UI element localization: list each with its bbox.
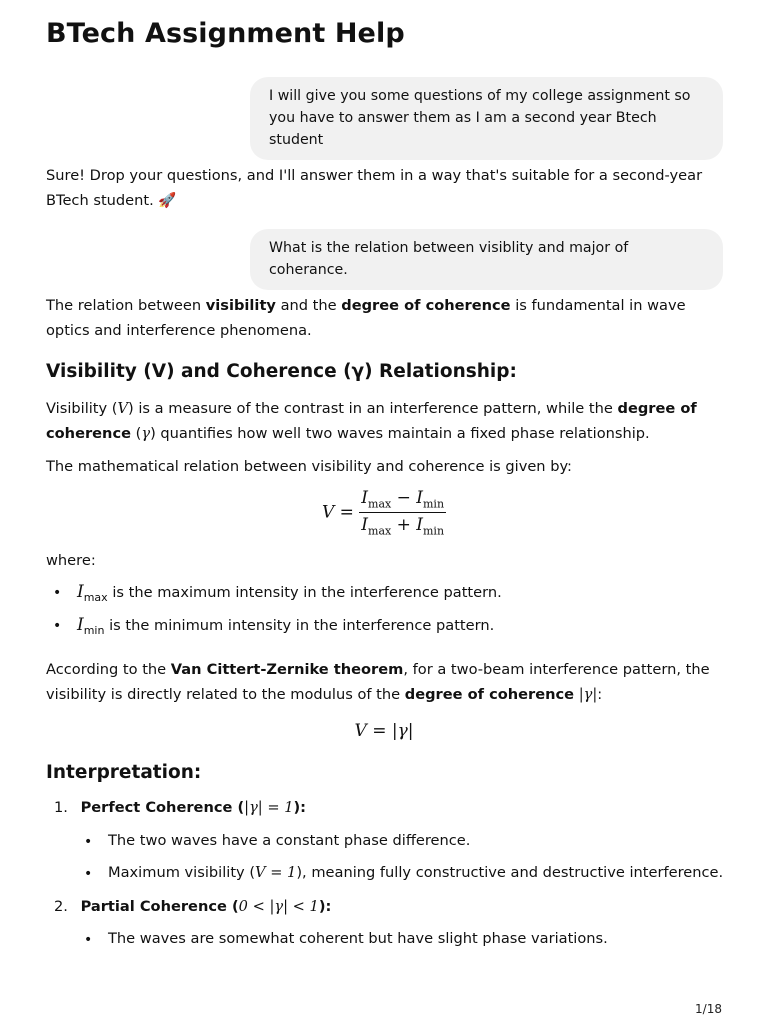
- text-span: Maximum visibility (: [108, 864, 256, 881]
- text-span: :: [597, 686, 603, 703]
- item-label: Perfect Coherence: [80, 799, 233, 816]
- subscript: min: [423, 524, 445, 538]
- text-span: and the: [275, 297, 342, 314]
- math-symbol: I: [77, 615, 84, 635]
- subscript: max: [83, 590, 108, 604]
- bullet-dot: •: [84, 834, 93, 850]
- text-span: (: [131, 425, 142, 442]
- math-condition: 0 < |γ| < 1: [238, 898, 319, 915]
- assistant-message-text: Sure! Drop your questions, and I'll answer them in a way that's suitable for a second-year BTech student. 🚀: [46, 167, 703, 209]
- sub-list-item: [108, 927, 608, 951]
- subscript: min: [423, 497, 445, 511]
- subscript: min: [83, 623, 105, 637]
- user-message-text: I will give you some questions of my college assignment so you have to answer them as I am a second year Btech student: [269, 88, 691, 148]
- page-title: BTech Assignment Help: [46, 18, 405, 49]
- page-indicator: 1/18: [695, 1002, 722, 1016]
- theorem-paragraph: [46, 657, 722, 707]
- bold-term: Van Cittert-Zernike theorem: [170, 661, 404, 678]
- numbered-item: 2. Partial Coherence (0 < |γ| < 1):: [54, 898, 332, 915]
- bullet-dot: •: [53, 618, 62, 634]
- definition-paragraph: [46, 396, 722, 446]
- section-heading: Interpretation:: [46, 762, 202, 783]
- list-item-text: The waves are somewhat coherent but have slight phase variations.: [108, 930, 608, 947]
- text-span: is fundamental in wave optics and interference phenomena.: [46, 297, 686, 339]
- math-condition: |γ| = 1: [244, 799, 294, 816]
- math-symbol: V: [117, 400, 129, 417]
- math-symbol: γ: [141, 425, 151, 442]
- section-heading: Visibility (V) and Coherence (γ) Relationship:: [46, 361, 517, 382]
- math-symbol: V = 1: [255, 864, 297, 881]
- math-symbol: I: [416, 488, 423, 508]
- text-span: ) is a measure of the contrast in an interference pattern, while the: [128, 400, 618, 417]
- text-span: The relation between: [46, 297, 206, 314]
- user-message-bubble: [250, 229, 723, 290]
- visibility-equation: [0, 488, 768, 538]
- user-message-bubble: [250, 77, 723, 160]
- bold-term: degree of coherence: [341, 297, 511, 314]
- operator: −: [391, 488, 417, 508]
- math-symbol: I: [77, 582, 84, 602]
- bullet-dot: •: [84, 866, 93, 882]
- list-item: [77, 580, 502, 610]
- list-item-text: The two waves have a constant phase difference.: [108, 832, 471, 849]
- subscript: max: [368, 497, 392, 511]
- subscript: max: [368, 524, 392, 538]
- text-span: , for a two-beam interference pattern, the visibility is directly related to the modulus of the: [46, 661, 710, 703]
- list-item-text: is the maximum intensity in the interference pattern.: [107, 584, 502, 601]
- bold-term: visibility: [205, 297, 276, 314]
- assistant-message: [46, 163, 722, 213]
- text-span: Visibility (: [46, 400, 118, 417]
- operator: +: [391, 515, 417, 536]
- bullet-dot: •: [53, 585, 62, 601]
- user-message-text: What is the relation between visiblity and major of coherance.: [269, 240, 629, 278]
- item-label: Partial Coherence: [80, 898, 227, 915]
- text-span: ), meaning fully constructive and destructive interference.: [296, 864, 724, 881]
- sub-list-item: [108, 861, 723, 885]
- fraction: [359, 488, 446, 538]
- bold-term: degree of coherence: [404, 686, 575, 703]
- bullet-dot: •: [84, 932, 93, 948]
- bold-term: degree of coherence: [46, 400, 697, 442]
- equation-lhs: V =: [321, 502, 354, 523]
- equation-text: V = |γ|: [354, 721, 414, 741]
- math-symbol: I: [361, 488, 369, 508]
- math-symbol: I: [416, 515, 423, 536]
- list-item: [77, 613, 494, 643]
- sub-list-item: [108, 829, 470, 853]
- where-label: where:: [46, 552, 96, 569]
- fraction-denominator: [359, 513, 446, 537]
- text-span: According to the: [46, 661, 171, 678]
- intro-paragraph: [46, 293, 722, 343]
- coherence-equation: [0, 721, 768, 741]
- relation-intro: The mathematical relation between visibility and coherence is given by:: [46, 458, 572, 475]
- item-number: 2.: [54, 898, 68, 915]
- list-item-text: is the minimum intensity in the interference pattern.: [104, 617, 495, 634]
- math-symbol: |γ|: [578, 686, 598, 703]
- numbered-item: 1. Perfect Coherence (|γ| = 1):: [54, 799, 307, 816]
- fraction-numerator: [359, 488, 446, 513]
- math-symbol: I: [361, 515, 369, 536]
- item-number: 1.: [54, 799, 68, 816]
- text-span: ) quantifies how well two waves maintain a fixed phase relationship.: [150, 425, 650, 442]
